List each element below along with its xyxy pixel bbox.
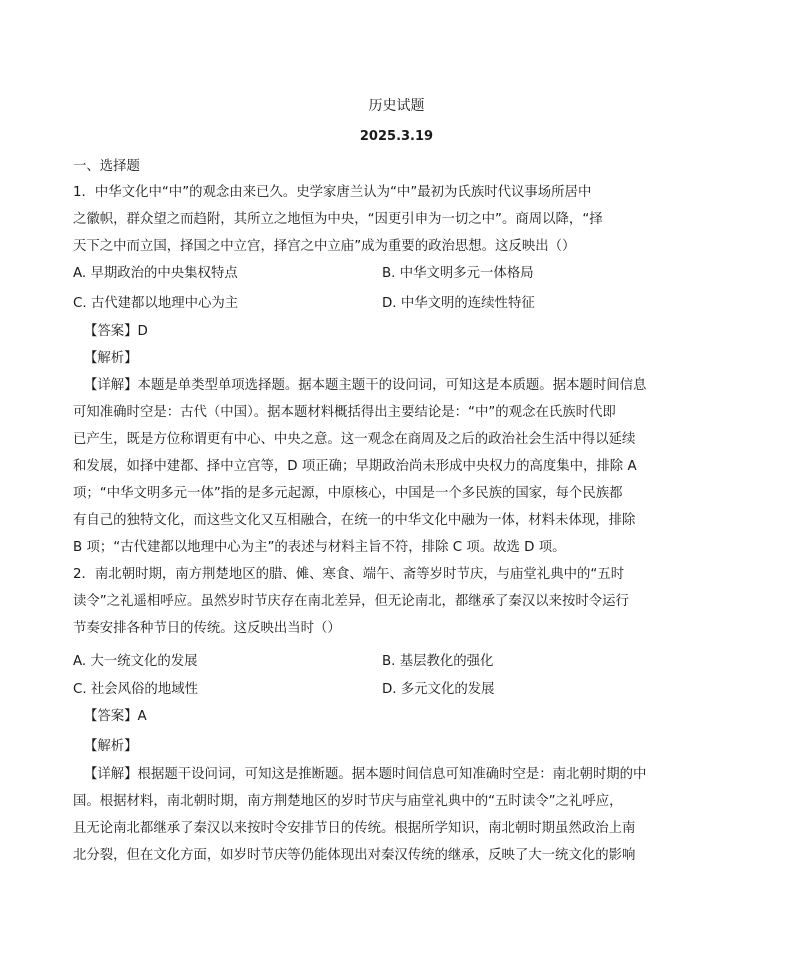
q1-option-d: D. 中华文明的连续性特征: [382, 296, 535, 311]
q1-stem-line: 之徽帜，群众望之而趋附，其所立之地恒为中央，“因更引申为一切之中”。商周以降，“择: [73, 212, 603, 227]
section-heading: 一、选择题: [73, 159, 140, 174]
q1-detail-line: 已产生，既是方位称谓更有中心、中央之意。这一观念在商周及之后的政治社会生活中得以延续: [73, 432, 636, 447]
q1-stem-line: 天下之中而立国，择国之中立宫，择宫之中立庙”成为重要的政治思想。这反映出（）: [73, 239, 576, 254]
q2-detail-line: 北分裂，但在文化方面，如岁时节庆等仍能体现出对秦汉传统的继承，反映了大一统文化的影响: [73, 848, 636, 863]
q2-detail-line: 且无论南北都继承了秦汉以来按时令安排节日的传统。根据所学知识，南北朝时期虽然政治上南: [73, 821, 636, 836]
exam-date: 2025.3.19: [359, 129, 434, 144]
q1-option-a: A. 早期政治的中央集权特点: [73, 266, 238, 281]
q2-option-c: C. 社会风俗的地域性: [73, 682, 198, 697]
q2-detail-line: 【详解】根据题干设问词，可知这是推断题。据本题时间信息可知准确时空是：南北朝时期的中: [84, 767, 647, 782]
q1-option-b: B. 中华文明多元一体格局: [382, 266, 534, 281]
q1-detail-line: 可知准确时空是：古代（中国）。据本题材料概括得出主要结论是：“中”的观念在氏族时代即: [73, 405, 616, 420]
q1-option-c: C. 古代建都以地理中心为主: [73, 296, 239, 311]
q2-option-a: A. 大一统文化的发展: [73, 654, 198, 669]
q2-option-d: D. 多元文化的发展: [382, 682, 495, 697]
q2-option-b: B. 基层教化的强化: [382, 654, 494, 669]
q2-stem-line: 节奏安排各种节日的传统。这反映出当时（）: [73, 621, 341, 636]
q2-analysis-label: 【解析】: [84, 739, 138, 754]
q2-detail-line: 国。根据材料，南北朝时期，南方荆楚地区的岁时节庆与庙堂礼典中的“五时读令”之礼呼应，: [73, 794, 623, 809]
q1-detail-line: B 项；“古代建都以地理中心为主”的表述与材料主旨不符，排除 C 项。故选 D 项。: [73, 540, 566, 555]
q1-detail-line: 【详解】本题是单类型单项选择题。据本题主题干的设问词，可知这是本质题。据本题时间信息: [84, 378, 647, 393]
page-title: 历史试题: [368, 98, 425, 114]
q2-answer: 【答案】A: [84, 709, 147, 724]
q1-detail-line: 有自己的独特文化，而这些文化又互相融合，在统一的中华文化中融为一体，材料未体现，排除: [73, 513, 636, 528]
q1-detail-line: 和发展，如择中建都、择中立宫等，D 项正确；早期政治尚未形成中央权力的高度集中，排除 A: [73, 459, 637, 474]
q1-stem-line: 1．中华文化中“中”的观念由来已久。史学家唐兰认为“中”最初为氏族时代议事场所居中: [73, 185, 592, 200]
q1-detail-line: 项；“中华文明多元一体”指的是多元起源，中原核心，中国是一个多民族的国家，每个民族都: [73, 486, 623, 501]
q2-stem-line: 读令”之礼遥相呼应。虽然岁时节庆存在南北差异，但无论南北，都继承了秦汉以来按时令运行: [73, 594, 629, 609]
q2-stem-line: 2．南北朝时期，南方荆楚地区的腊、傩、寒食、端午、斋等岁时节庆，与庙堂礼典中的“五时: [73, 567, 625, 582]
q1-analysis-label: 【解析】: [84, 351, 138, 366]
q1-answer: 【答案】D: [84, 324, 148, 339]
